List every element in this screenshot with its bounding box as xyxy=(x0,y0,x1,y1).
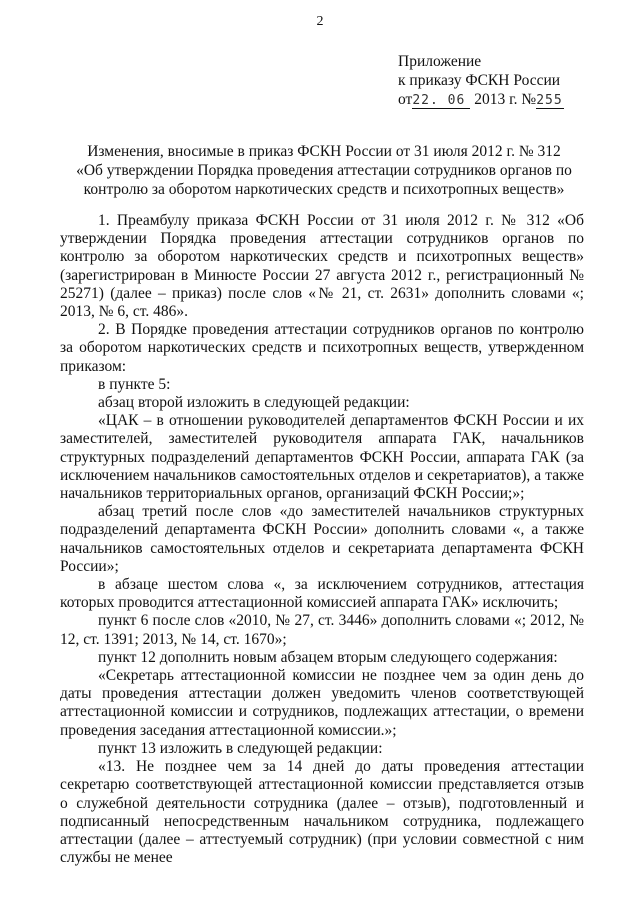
title-line: «Об утверждении Порядка проведения аттестации сотрудников органов по xyxy=(76,162,572,179)
appendix-date-handwritten: 22. 06 xyxy=(412,94,470,109)
appendix-date-line xyxy=(398,90,564,109)
appendix-label: Приложение xyxy=(398,53,482,70)
body-paragraph: 2. В Порядке проведения аттестации сотрудников органов по контролю за оборотом наркотических средств и психотропных веществ, утвержденном приказом: xyxy=(60,321,584,375)
body-paragraph: 1. Преамбулу приказа ФСКН России от 31 июля 2012 г. № 312 «Об утверждении Порядка проведения аттестации сотрудников органов по контролю за оборотом наркотических средств и психотропных веществ» (зарегистрирован в Минюсте России 27 августа 2012 г., регистрационный № 25271) (далее – приказ) после слов «№ 21, ст. 2631» дополнить словами «; 2013, № 6, ст. 486». xyxy=(60,212,584,321)
page-number: 2 xyxy=(316,14,324,29)
title-line: Изменения, вносимые в приказ ФСКН России от 31 июля 2012 г. № 312 xyxy=(87,143,561,160)
body-paragraph: в абзаце шестом слова «, за исключением сотрудников, аттестация которых проводится аттестационной комиссией аппарата ГАК» исключить; xyxy=(60,576,584,612)
document-body xyxy=(60,212,584,867)
body-paragraph: пункт 12 дополнить новым абзацем вторым следующего содержания: xyxy=(98,648,558,666)
document-title xyxy=(64,142,584,199)
body-paragraph: абзац третий после слов «до заместителей начальников структурных подразделений департамента ФСКН России» дополнить словами «, а также начальников самостоятельных отделов и секретариата департамента ФСКН России»; xyxy=(60,503,584,575)
appendix-order-ref: к приказу ФСКН России xyxy=(398,72,561,89)
body-paragraph: пункт 13 изложить в следующей редакции: xyxy=(98,739,383,757)
body-paragraph: «ЦАК – в отношении руководителей департаментов ФСКН России и их заместителей, заместителей руководителя аппарата ГАК, начальников структурных подразделений департаментов ФСКН России, аппарата ГАК (за исключением начальников самостоятельных отделов и секретариатов), а также начальников территориальных органов, организаций ФСКН России;»; xyxy=(60,412,584,503)
body-paragraph: в пункте 5: xyxy=(98,375,171,393)
appendix-header xyxy=(398,52,564,109)
appendix-year: 2013 г. № xyxy=(474,91,537,108)
body-paragraph: пункт 6 после слов «2010, № 27, ст. 3446» дополнить словами «; 2012, № 12, ст. 1391; 2013, № 14, ст. 1670»; xyxy=(60,612,584,648)
body-paragraph: «13. Не позднее чем за 14 дней до даты проведения аттестации секретарю соответствующей аттестационной комиссии представляется отзыв о служебной деятельности сотрудника (далее – отзыв), подготовленный и подписанный непосредственным начальником сотрудника, подлежащего аттестации (далее – аттестуемый сотрудник) (при условии совместной с ним службы не менее xyxy=(60,758,584,867)
appendix-number-handwritten: 255 xyxy=(536,93,563,108)
body-paragraph: «Секретарь аттестационной комиссии не позднее чем за один день до даты проведения аттестации должен уведомить членов соответствующей аттестационной комиссии и сотрудников, подлежащих аттестации, о времени проведения заседания аттестационной комиссии.»; xyxy=(60,667,584,739)
title-line: контролю за оборотом наркотических средств и психотропных веществ» xyxy=(83,181,565,198)
appendix-date-prefix: от xyxy=(398,91,413,108)
body-paragraph: абзац второй изложить в следующей редакции: xyxy=(98,394,410,412)
